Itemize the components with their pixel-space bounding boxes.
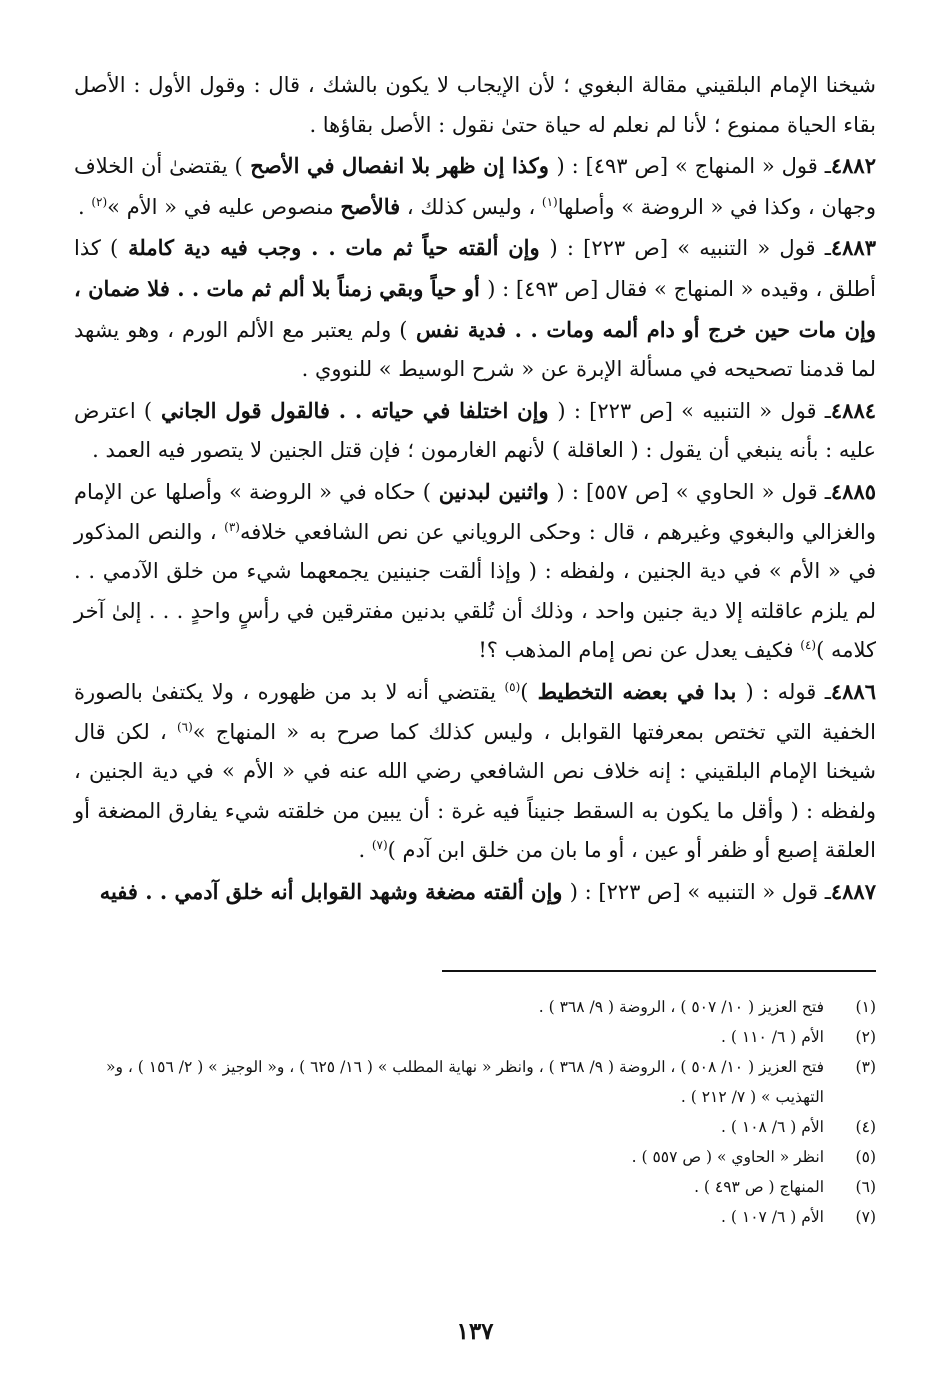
text-segment: منصوص عليه في « الأم » bbox=[107, 194, 341, 219]
bold-term: فالأصح bbox=[340, 193, 401, 219]
text-segment: ) يقتضىٰ أن الخلاف وجهان ، وكذا في « الروضة » وأصلها bbox=[74, 154, 876, 219]
footnote-divider bbox=[442, 970, 876, 972]
issue-number: ٤٨٨٧ bbox=[830, 878, 876, 904]
footnote bbox=[74, 1052, 876, 1112]
footnote-ref: (٥) bbox=[504, 679, 521, 694]
footnote-number: (٢) bbox=[855, 1028, 876, 1047]
footnote bbox=[74, 992, 876, 1022]
paragraph-4885 bbox=[74, 472, 876, 671]
footnote-ref: (٤) bbox=[800, 638, 817, 653]
text-segment: ـ قول « المنهاج » [ص ٤٩٣] : ( bbox=[556, 154, 831, 179]
text-segment: فكيف يعدل عن نص إمام المذهب ؟! bbox=[478, 638, 801, 663]
paragraph-4886 bbox=[74, 672, 876, 871]
text-segment: ) bbox=[520, 679, 529, 704]
footnote-text: فتح العزيز ( ١٠/ ٥٠٧ ) ، الروضة ( ٩/ ٣٦٨ ) . bbox=[538, 998, 824, 1017]
footnote-text: المنهاج ( ص ٤٩٣ ) . bbox=[694, 1178, 824, 1197]
footnote-text: فتح العزيز ( ١٠/ ٥٠٨ ) ، الروضة ( ٩/ ٣٦٨ ) ، وانظر « نهاية المطلب » ( ١٦/ ٦٢٥ ) ، و« الوجيز » ( ٢/ ١٥٦ ) ، و« التهذيب » ( ٧/ ٢١٢ ) . bbox=[105, 1058, 824, 1107]
text-segment: ، وليس كذلك ، bbox=[400, 194, 542, 219]
quoted-text: واثنين لبدنين bbox=[430, 478, 557, 504]
text-segment: ، والنص المذكور في « الأم » في دية الجنين ، ولفظه : ( وإذا ألقت جنينين يجمعهما شيء من خلق الآدمي . . لم يلزم عاقلته إلا دية جنين واحد ، وذلك أن تُلقي بدنين مفترقين في رأسٍ واحدٍ . . . إلىٰ آخر كلامه ) bbox=[74, 519, 876, 663]
footnote-number: (٤) bbox=[855, 1118, 876, 1137]
footnote-text: الأم ( ٦/ ١٠٧ ) . bbox=[721, 1208, 824, 1227]
text-segment: ، لكن قال شيخنا الإمام البلقيني : إنه خلاف نص الشافعي رضي الله عنه في « الأم » في دية الجنين ، ولفظه : ( وأقل ما يكون به السقط جنيناً فيه غرة : أن يبين من خلقته شيء يفارق المضغة أو العلقة إصبع أو ظفر أو عين ، أو ما بان من خلق ابن آدم ) bbox=[74, 719, 876, 863]
text-segment: ـ قول « التنبيه » [ص ٢٢٣] : ( bbox=[569, 879, 831, 904]
footnote-number: (٣) bbox=[855, 1058, 876, 1077]
footnote bbox=[74, 1202, 876, 1232]
footnote-ref: (٢) bbox=[91, 194, 108, 209]
footnote-number: (٧) bbox=[855, 1208, 876, 1227]
text-segment: ـ قول « التنبيه » [ص ٢٢٣] : ( bbox=[549, 236, 831, 261]
main-text bbox=[74, 66, 876, 912]
footnote-text: الأم ( ٦/ ١٠٨ ) . bbox=[721, 1118, 824, 1137]
paragraph-4887 bbox=[74, 872, 876, 913]
issue-number: ٤٨٨٦ bbox=[830, 678, 876, 704]
footnote-ref: (٣) bbox=[224, 519, 240, 534]
issue-number: ٤٨٨٣ bbox=[830, 235, 876, 261]
paragraph-4882 bbox=[74, 146, 876, 227]
paragraph-4884 bbox=[74, 391, 876, 471]
text-segment: . bbox=[77, 194, 92, 219]
text-segment: يقتضي أنه لا بد من ظهوره ، ولا يكتفىٰ بالصورة الخفية التي تختص بمعرفتها القوابل ، وليس كذلك كما صرح به « المنهاج » bbox=[74, 679, 877, 744]
paragraph-continuation bbox=[74, 66, 876, 145]
footnote-number: (٥) bbox=[855, 1148, 876, 1167]
footnote-ref: (١) bbox=[541, 194, 558, 209]
quoted-text: أو حياً وبقي زمناً بلا ألم ثم مات . . فلا ضمان ، وإن مات حين خرج أو دام ألمه ومات . . فدية نفس bbox=[74, 275, 876, 342]
quoted-text: وإن ألقته حياً ثم مات . . وجب فيه دية كاملة bbox=[118, 235, 550, 261]
quoted-text: بدا في بعضه التخطيط bbox=[528, 678, 746, 704]
footnote-number: (٦) bbox=[855, 1178, 876, 1197]
footnote-ref: (٦) bbox=[176, 719, 193, 734]
footnotes bbox=[74, 992, 876, 1232]
text-segment: ) كذا أطلق ، وقيده « المنهاج » فقال [ص ٤٩٣] : ( bbox=[74, 236, 877, 301]
quoted-text: وإن ألقته مضغة وشهد القوابل أنه خلق آدمي . . ففيه bbox=[99, 878, 570, 904]
text-segment: ـ قول « التنبيه » [ص ٢٢٣] : ( bbox=[557, 398, 831, 423]
page-number: ١٣٧ bbox=[456, 1318, 494, 1345]
issue-number: ٤٨٨٤ bbox=[830, 397, 877, 423]
issue-number: ٤٨٨٢ bbox=[830, 153, 876, 179]
text-segment: . bbox=[358, 838, 372, 863]
text-segment: ـ قوله : ( bbox=[745, 679, 831, 704]
footnote-text: الأم ( ٦/ ١١٠ ) . bbox=[721, 1028, 824, 1047]
quoted-text: وكذا إن ظهر بلا انفصال في الأصح bbox=[242, 153, 557, 179]
text-segment: ـ قول « الحاوي » [ص ٥٥٧] : ( bbox=[556, 479, 831, 504]
text-segment: ) اعترض عليه : بأنه ينبغي أن يقول : ( العاقلة ) لأنهم الغارمون ؛ فإن قتل الجنين لا يتصور فيه العمد . bbox=[74, 398, 876, 463]
text-segment: ) ولم يعتبر مع الألم الورم ، وهو يشهد لما قدمنا تصحيحه في مسألة الإبرة عن « شرح الوسيط » للنووي . bbox=[74, 317, 876, 382]
footnote bbox=[74, 1172, 876, 1202]
quoted-text: وإن اختلفا في حياته . . فالقول قول الجاني bbox=[152, 397, 558, 423]
footnote bbox=[74, 1112, 876, 1142]
footnote-number: (١) bbox=[855, 998, 876, 1017]
footnote bbox=[74, 1142, 876, 1172]
text-segment: ) حكاه في « الروضة » وأصلها عن الإمام والغزالي والبغوي وغيرهم ، قال : وحكى الروياني عن نص الشافعي خلافه bbox=[74, 479, 876, 544]
paragraph-4883 bbox=[74, 228, 876, 389]
footnote-ref: (٧) bbox=[371, 838, 388, 853]
paragraph-text: شيخنا الإمام البلقيني مقالة البغوي ؛ لأن الإيجاب لا يكون بالشك ، قال : وقول الأول : الأصل بقاء الحياة ممنوع ؛ لأنا لم نعلم له حياة حتىٰ نقول : الأصل بقاؤها . bbox=[74, 73, 876, 137]
footnote bbox=[74, 1022, 876, 1052]
footnote-text: انظر « الحاوي » ( ص ٥٥٧ ) . bbox=[631, 1148, 824, 1167]
issue-number: ٤٨٨٥ bbox=[830, 478, 877, 504]
